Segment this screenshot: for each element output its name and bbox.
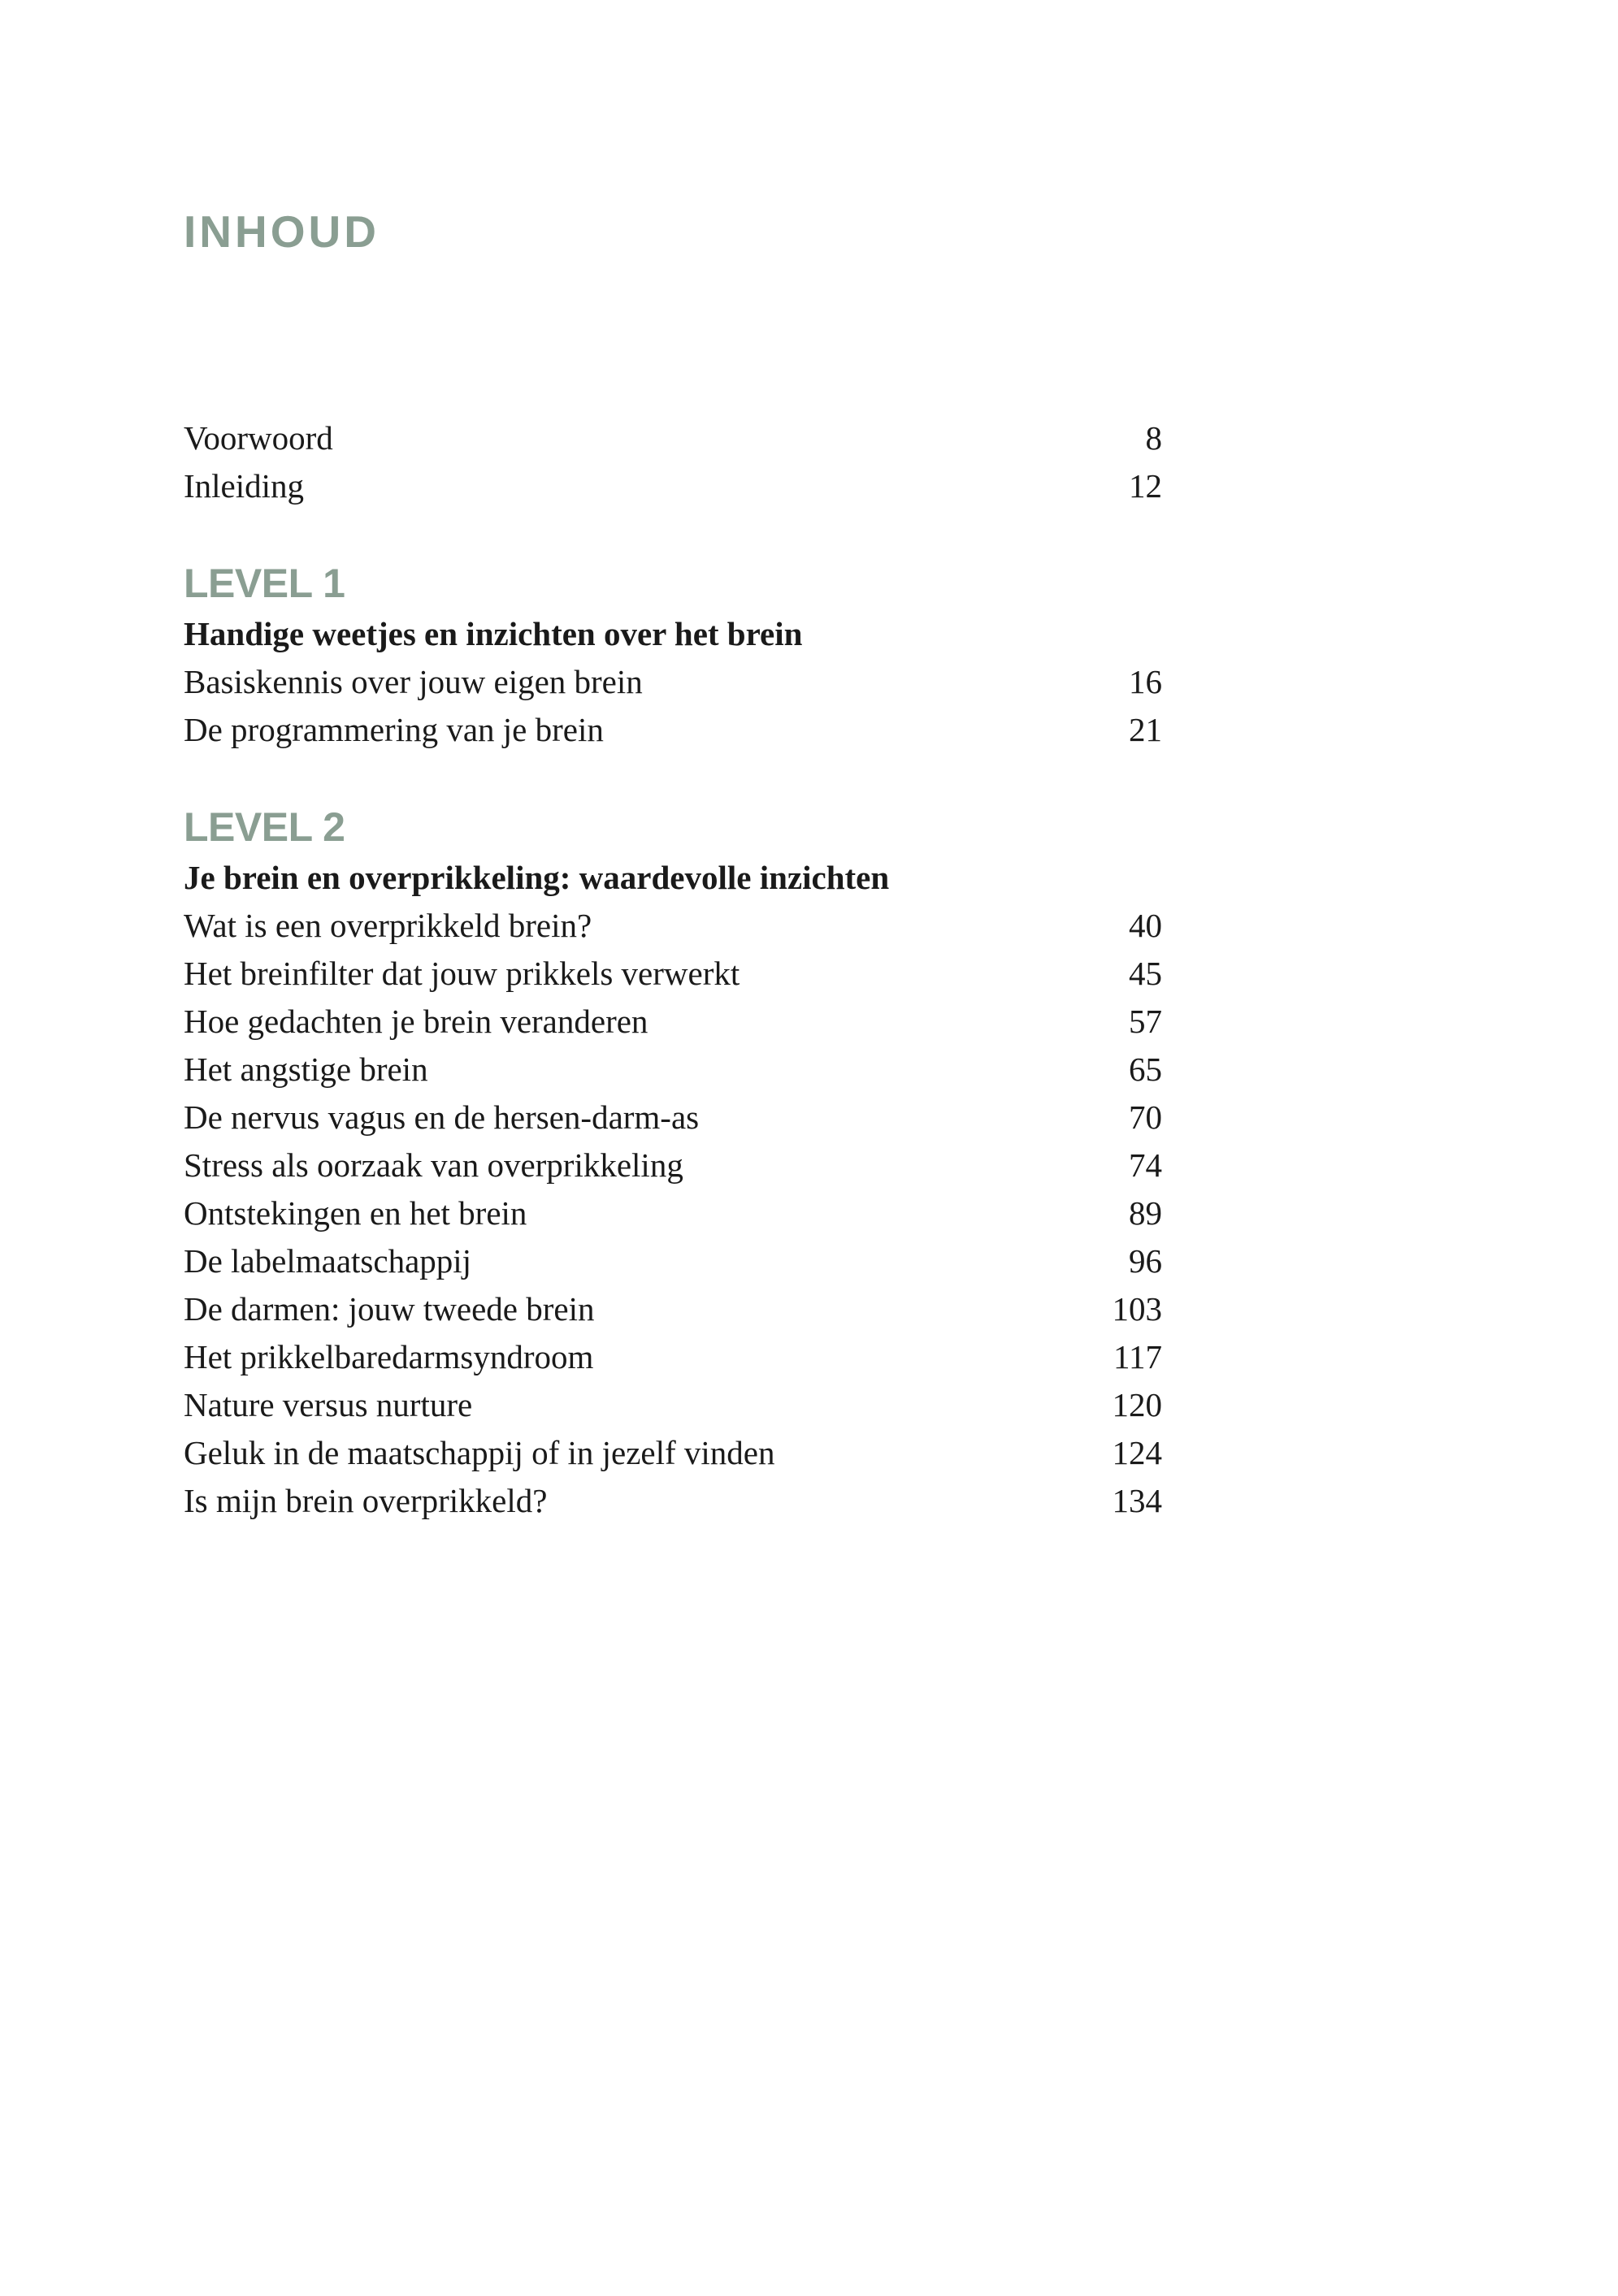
toc-entry[interactable] xyxy=(184,1285,1162,1333)
toc-entry[interactable] xyxy=(184,1237,1162,1285)
toc-entry[interactable] xyxy=(184,658,1162,706)
toc-entry-page: 21 xyxy=(1129,711,1162,748)
toc-entry-label: Ontstekingen en het brein xyxy=(184,1194,527,1232)
toc-entry-label: Nature versus nurture xyxy=(184,1386,473,1423)
level-1-heading: LEVEL 1 xyxy=(184,561,345,606)
toc-entry-label: Het breinfilter dat jouw prikkels verwerkt xyxy=(184,955,740,992)
toc-entry-page: 12 xyxy=(1129,467,1162,505)
toc-entry-label: De labelmaatschappij xyxy=(184,1242,472,1280)
toc-entry-page: 120 xyxy=(1112,1386,1162,1423)
toc-entry-label: Hoe gedachten je brein veranderen xyxy=(184,1003,649,1040)
toc-entry-page: 70 xyxy=(1129,1098,1162,1136)
toc-entry-page: 8 xyxy=(1145,419,1162,457)
toc-entry[interactable] xyxy=(184,1094,1162,1142)
toc-entry-page: 117 xyxy=(1113,1338,1162,1375)
toc-entry-label: Basiskennis over jouw eigen brein xyxy=(184,663,643,700)
toc-entry-label: Stress als oorzaak van overprikkeling xyxy=(184,1146,683,1184)
toc-entry-label: De darmen: jouw tweede brein xyxy=(184,1290,595,1328)
toc-entry[interactable] xyxy=(184,1189,1162,1237)
toc-entry[interactable] xyxy=(184,1477,1162,1525)
toc-entry-label: Het angstige brein xyxy=(184,1051,428,1088)
toc-entry[interactable] xyxy=(184,1429,1162,1477)
toc-entry-page: 103 xyxy=(1112,1290,1162,1328)
toc-entry[interactable] xyxy=(184,902,1162,950)
toc-entry[interactable] xyxy=(184,950,1162,998)
toc-entry-page: 57 xyxy=(1129,1003,1162,1040)
toc-entry[interactable] xyxy=(184,1046,1162,1094)
level-1-subtitle: Handige weetjes en inzichten over het brein xyxy=(184,615,803,652)
page-title: INHOUD xyxy=(184,206,380,257)
toc-entry-page: 16 xyxy=(1129,663,1162,700)
toc-entry-page: 124 xyxy=(1112,1434,1162,1471)
toc-entry-inleiding[interactable] xyxy=(184,462,1162,510)
toc-entry[interactable] xyxy=(184,1381,1162,1429)
toc-entry[interactable] xyxy=(184,706,1162,754)
table-of-contents xyxy=(184,414,1162,1525)
toc-entry-page: 74 xyxy=(1129,1146,1162,1184)
toc-entry-page: 65 xyxy=(1129,1051,1162,1088)
toc-entry[interactable] xyxy=(184,1333,1162,1381)
level-2-heading: LEVEL 2 xyxy=(184,804,345,850)
toc-entry-page: 134 xyxy=(1112,1482,1162,1519)
toc-entry-voorwoord[interactable] xyxy=(184,414,1162,462)
toc-entry-page: 45 xyxy=(1129,955,1162,992)
toc-entry-label: Voorwoord xyxy=(184,419,333,457)
toc-entry-label: Wat is een overprikkeld brein? xyxy=(184,907,592,944)
toc-entry-label: De nervus vagus en de hersen-darm-as xyxy=(184,1098,700,1136)
toc-entry-label: Is mijn brein overprikkeld? xyxy=(184,1482,548,1519)
toc-entry-label: Het prikkelbaredarmsyndroom xyxy=(184,1338,594,1375)
toc-entry[interactable] xyxy=(184,1142,1162,1189)
toc-entry-page: 96 xyxy=(1129,1242,1162,1280)
toc-entry[interactable] xyxy=(184,998,1162,1046)
toc-entry-label: Inleiding xyxy=(184,467,305,505)
toc-entry-page: 40 xyxy=(1129,907,1162,944)
level-2-subtitle: Je brein en overprikkeling: waardevolle inzichten xyxy=(184,859,890,896)
toc-entry-label: De programmering van je brein xyxy=(184,711,604,748)
toc-entry-page: 89 xyxy=(1129,1194,1162,1232)
toc-entry-label: Geluk in de maatschappij of in jezelf vinden xyxy=(184,1434,775,1471)
